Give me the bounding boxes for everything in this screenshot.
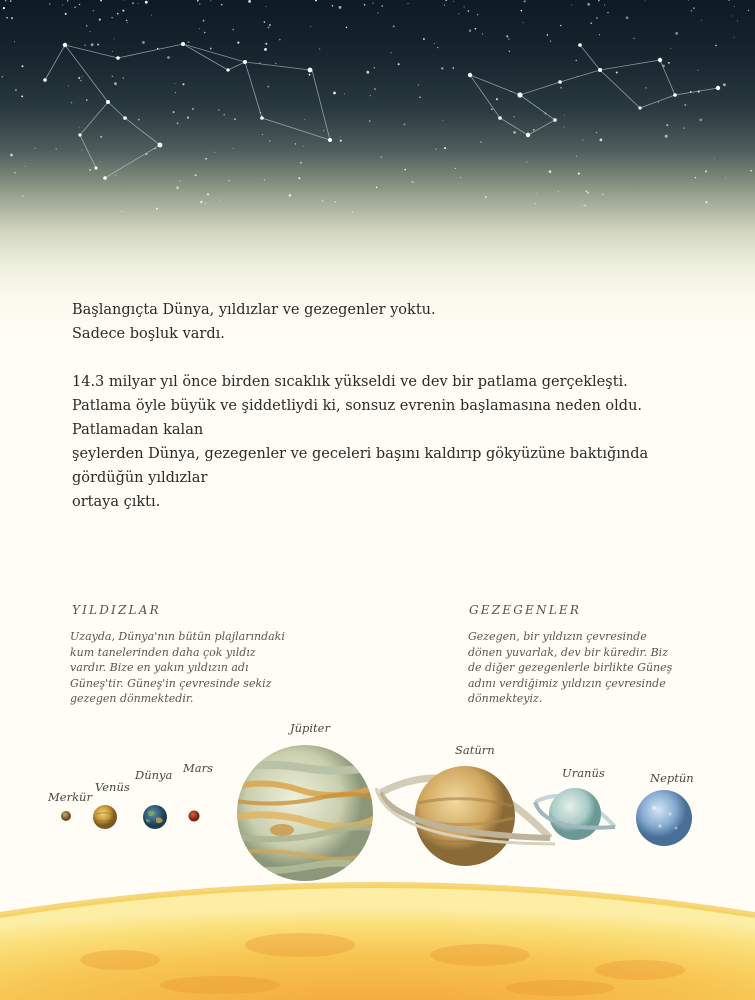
star-dot [265,43,267,45]
star-dot [372,3,373,4]
star-dot [560,25,562,27]
star-dot [180,180,181,181]
star-dot [437,47,439,49]
star-dot [84,45,85,46]
star-dot [419,97,420,98]
star-dot [376,187,377,188]
star-dot [78,77,80,79]
star-dot [204,32,205,33]
star-dot [658,102,659,103]
star-dot [269,24,271,26]
star-dot [697,70,698,71]
star-dot [138,119,140,121]
star-dot [114,39,115,40]
star-dot [684,104,686,106]
star-dot [91,43,94,46]
mercury-icon [55,805,77,827]
star-dot [366,71,369,74]
star-dot [182,83,184,85]
star-dot [346,27,347,28]
star-dot [207,193,209,195]
star-dot [411,181,412,182]
star-dot [423,38,425,40]
star-dot [300,162,302,164]
star-dot [434,43,435,44]
star-dot [582,140,583,141]
star-dot [126,20,127,21]
star-dot [560,87,562,89]
star-dot [89,169,91,171]
star-dot [714,158,715,159]
star-dot [203,20,205,22]
planet-label-jupiter: Jüpiter [290,721,330,735]
star-dot [79,127,80,128]
intro-line: Başlangıçta Dünya, yıldızlar ve gezegenler yoktu. [72,302,436,318]
star-dot [145,1,148,4]
star-dot [221,4,223,6]
star-dot [728,0,730,1]
star-dot [335,201,336,202]
star-dot [646,87,647,88]
star-dot [234,118,236,120]
planet-label-earth: Dünya [135,768,173,782]
star-dot [97,44,99,46]
star-dot [205,203,206,204]
uranus-icon [530,782,620,847]
star-dot [21,96,23,98]
star-dot [750,170,752,172]
star-dot [693,7,695,9]
planet-label-venus: Venüs [95,780,130,794]
star-dot [485,196,487,198]
star-dot [265,48,267,50]
star-dot [668,62,670,64]
star-dot [25,166,26,167]
star-dot [2,76,4,78]
star-dot [304,119,305,120]
star-dot [458,13,459,14]
star-dot [633,38,635,40]
star-dot [6,17,8,19]
star-dot [210,48,212,50]
star-dot [22,65,24,67]
star-dot [374,88,376,90]
star-dot [598,0,599,1]
star-dot [725,178,726,179]
star-dot [645,0,646,1]
star-dot [11,17,13,19]
star-dot [101,162,102,163]
star-dot [167,56,170,59]
star-dot [205,158,207,160]
star-dot [279,39,281,41]
star-dot [418,84,419,85]
star-dot [547,34,548,35]
star-dot [670,48,671,49]
star-dot [352,212,353,213]
star-dot [596,132,598,134]
star-dot [435,149,436,150]
star-dot [513,116,514,117]
star-dot [127,22,128,23]
star-dot [626,16,629,19]
star-dot [86,25,87,26]
star-dot [200,201,203,204]
star-dot [89,31,90,32]
star-dot [220,200,221,201]
star-dot [413,182,414,183]
star-dot [333,92,336,95]
star-dot [138,3,139,4]
star-dot [121,211,122,212]
star-dot [524,0,526,2]
star-dot [491,108,493,110]
star-dot [309,74,311,76]
star-dot [407,3,408,4]
star-dot [585,190,587,192]
star-dot [262,134,263,135]
star-dot [3,7,5,9]
star-dot [14,172,16,174]
star-dot [616,71,618,73]
star-dot [699,119,702,122]
star-dot [455,168,456,169]
star-dot [74,7,75,8]
star-dot [576,156,577,157]
star-dot [607,12,608,13]
star-dot [175,92,176,93]
star-dot [187,117,189,119]
planet-label-neptune: Neptün [650,771,694,785]
star-dot [477,14,479,16]
star-dot [275,63,276,64]
star-dot [5,0,6,1]
star-dot [578,173,580,175]
star-dot [176,186,179,189]
star-dot [10,154,13,157]
star-dot [197,0,199,2]
star-dot [223,114,225,116]
star-dot [340,140,342,142]
star-dot [114,82,117,85]
star-dot [10,0,12,2]
star-dot [339,6,342,9]
star-dot [374,67,375,68]
star-dot [577,75,578,76]
star-dot [15,89,17,91]
planet-label-mars: Mars [183,761,214,775]
star-dot [480,141,482,143]
star-dot [731,15,732,16]
star-dot [82,76,83,77]
star-dot [564,115,565,116]
star-dot [582,205,583,206]
star-dot [558,191,559,192]
star-dot [266,6,267,7]
star-dot [177,122,179,124]
star-dot [715,45,717,47]
star-dot [267,86,269,88]
star-dot [442,120,443,121]
star-dot [604,4,605,5]
star-dot [156,208,158,210]
star-dot [233,148,234,149]
star-dot [68,86,69,87]
star-dot [369,120,371,122]
star-dot [564,127,565,128]
star-dot [377,12,378,13]
star-dot [100,0,102,2]
star-dot [112,75,114,77]
intro-line: şeylerden Dünya, gezegenler ve geceleri başını kaldırıp gökyüzüne baktığında gördüğün yıldızlar [72,446,649,486]
star-dot [62,4,63,5]
star-dot [602,194,603,195]
star-dot [173,111,175,113]
star-dot [93,10,94,11]
star-dot [535,203,536,204]
star-dot [393,25,395,27]
star-dot [192,108,193,109]
star-dot [22,195,24,197]
star-dot [237,42,239,44]
star-dot [123,77,124,78]
intro-line: 14.3 milyar yıl önce birden sıcaklık yükseldi ve dev bir patlama gerçekleşti. [72,374,628,390]
star-dot [734,37,735,38]
stars-section-text: Uzayda, Dünya'nın bütün plajlarındaki kum tanelerinden daha çok yıldız vardır. Bize en yakın yıldızın adı Güneş'tir. Güneş'in çevresinde sekiz gezegen dönmektedir. [70,630,285,705]
star-dot [142,41,145,44]
star-dot [117,13,119,15]
star-dot [599,34,600,35]
starry-sky-illustration [0,0,755,240]
star-dot [469,31,470,32]
star-dot [701,20,702,21]
star-dot [100,136,102,138]
star-dot [269,140,270,141]
star-dot [683,127,684,128]
star-dot [264,179,265,180]
star-dot [737,20,738,21]
intro-line: Sadece boşluk vardı. [72,326,225,342]
star-dot [228,180,230,182]
star-dot [289,194,292,197]
intro-line: Patlama öyle büyük ve şiddetliydi ki, sonsuz evrenin başlamasına neden oldu. Patlamadan kalan [72,398,643,438]
star-dot [533,129,535,131]
star-dot [199,28,200,29]
planets-section-title: GEZEGENLER [469,603,582,617]
star-dot [80,80,81,81]
star-dot [322,200,324,202]
star-dot [268,27,270,29]
star-dot [590,22,592,24]
star-dot [513,131,516,134]
star-dot [398,63,400,65]
mars-icon [186,808,202,824]
star-dot [174,83,175,84]
star-dot [576,60,577,61]
star-dot [665,135,668,138]
star-dot [111,17,112,18]
star-dot [210,0,211,1]
star-dot [453,67,455,69]
star-dot [65,13,67,15]
star-dot [315,0,317,1]
star-dot [187,41,189,43]
star-dot [56,148,57,149]
star-dot [35,148,36,149]
star-dot [381,5,383,7]
star-dot [464,6,465,7]
star-dot [332,5,334,7]
star-dot [370,95,371,96]
star-dot [571,4,572,5]
star-dot [523,22,524,23]
intro-line: ortaya çıktı. [72,494,161,510]
star-dot [482,34,483,35]
star-dot [521,10,522,11]
planet-label-uranus: Uranüs [562,766,605,780]
star-dot [232,29,234,31]
star-dot [549,170,552,173]
star-dot [506,35,508,37]
star-dot [526,161,527,162]
star-dot [596,17,598,19]
star-dot [193,110,194,111]
star-dot [151,14,152,15]
star-dot [295,143,297,145]
star-dot [723,83,726,86]
star-dot [508,38,509,39]
venus-icon [90,802,120,832]
star-dot [695,177,696,178]
star-dot [310,26,311,27]
star-dot [391,52,392,53]
star-dot [86,99,87,100]
star-dot [340,137,341,138]
star-dot [195,174,197,176]
star-dot [323,130,324,131]
star-dot [441,67,443,69]
star-dot [675,32,678,35]
star-dot [214,152,215,153]
star-dot [248,0,251,3]
star-dot [600,139,603,142]
star-dot [82,150,83,151]
star-dot [536,193,537,194]
star-dot [364,4,366,6]
star-dot [691,10,693,12]
star-dot [748,10,749,11]
star-dot [584,205,585,206]
star-dot [303,146,304,147]
star-dot [199,3,200,4]
star-dot [344,93,345,94]
star-dot [132,2,134,4]
star-dot [67,0,68,1]
stars-section-title: YILDIZLAR [72,603,161,617]
star-dot [404,169,406,171]
star-dot [734,6,735,7]
star-dot [496,98,498,100]
intro-text [72,298,712,514]
star-dot [79,4,80,5]
star-dot [509,51,510,52]
star-dot [115,175,116,176]
neptune-icon [632,786,696,850]
star-dot [319,48,320,49]
star-dot [299,177,301,179]
star-dot [587,192,589,194]
star-dot [550,40,551,41]
star-dot [475,28,477,30]
star-dot [688,0,689,1]
star-dot [264,21,266,23]
star-dot [112,51,113,52]
star-dot [381,156,383,158]
star-dot [218,109,219,110]
star-dot [587,3,590,6]
earth-icon [140,802,170,832]
star-dot [14,41,15,42]
planet-label-mercury: Merkür [48,790,92,804]
star-dot [403,123,405,125]
star-dot [705,170,707,172]
star-dot [666,124,668,126]
star-dot [445,0,447,1]
sun-surface-illustration [0,860,755,1000]
star-dot [705,201,707,203]
star-dot [99,19,101,21]
star-dot [122,10,124,12]
star-dot [444,147,446,149]
planets-section-text: Gezegen, bir yıldızın çevresinde dönen yuvarlak, dev bir küredir. Biz de diğer gezegenlerle birlikte Güneş adını verdiğimiz yıldızın çevresinde dönmekteyiz. [468,630,673,705]
star-dot [71,102,73,104]
star-dot [49,3,51,5]
star-dot [460,177,461,178]
planet-label-saturn: Satürn [455,743,495,757]
star-dot [468,10,469,11]
star-dot [444,4,445,5]
star-dot [453,1,454,2]
